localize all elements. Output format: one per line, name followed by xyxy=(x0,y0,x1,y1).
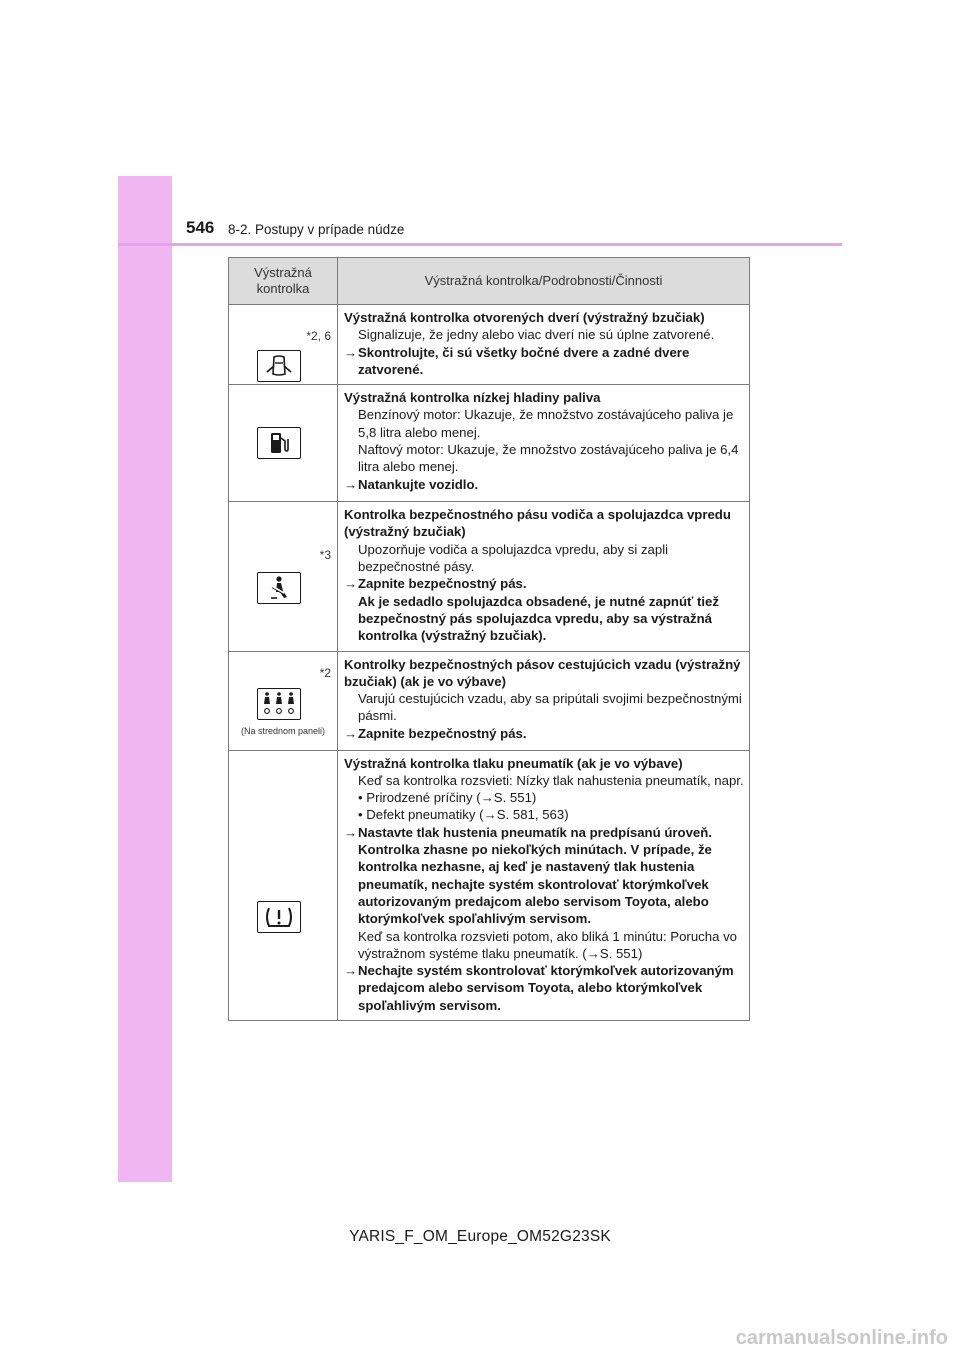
header-rule xyxy=(118,243,842,246)
description-cell xyxy=(338,385,750,502)
icon-cell xyxy=(229,651,338,750)
rear-seatbelt-icon xyxy=(257,688,301,720)
description-cell xyxy=(338,305,750,385)
row-title: Výstražná kontrolka nízkej hladiny paliva xyxy=(344,390,601,406)
footnote-mark: *3 xyxy=(319,548,331,563)
door-open-icon xyxy=(257,350,301,382)
row-title: Kontrolka bezpečnostného pásu vodiča a spolujazdca vpredu (výstražný bzučiak) xyxy=(344,507,731,540)
description-cell xyxy=(338,651,750,750)
row-action-detail: Kontrolka zhasne po niekoľkých minútach. V prípade, že kontrolka nezhasne, aj keď je nastavený tlak hustenia pneumatík, nechajte systém skontrolovať ktorýmkoľvek autorizovaným predajcom alebo servisom Toyota, alebo ktorýmkoľvek spoľahlivým servisom. xyxy=(358,842,712,927)
header-description-column: Výstražná kontrolka/Podrobnosti/Činnosti xyxy=(338,258,750,305)
row-text: Keď sa kontrolka rozsvieti potom, ako bliká 1 minútu: Porucha vo výstražnom systéme tlaku pneumatík. (→S. 551) xyxy=(358,928,738,961)
row-action: →Zapnite bezpečnostný pás. xyxy=(344,576,527,592)
seatbelt-icon xyxy=(257,572,301,604)
row-title: Výstražná kontrolka otvorených dverí (výstražný bzučiak) xyxy=(344,310,705,325)
table-row xyxy=(229,305,750,385)
description-cell xyxy=(338,502,750,651)
row-text: Signalizuje, že jedny alebo viac dverí nie sú úplne zatvorené. xyxy=(358,327,715,343)
icon-cell xyxy=(229,750,338,1020)
row-text: Upozorňuje vodiča a spolujazdca vpredu, aby si zapli bezpečnostné pásy. xyxy=(358,541,669,575)
section-title: 8-2. Postupy v prípade núdze xyxy=(228,222,405,237)
description-cell xyxy=(338,750,750,1020)
table-row xyxy=(229,502,750,651)
row-text: Benzínový motor: Ukazuje, že množstvo zostávajúceho paliva je 5,8 litra alebo menej. xyxy=(358,407,734,440)
fuel-pump-icon xyxy=(257,427,301,459)
row-action: →Nastavte tlak hustenia pneumatík na predpísanú úroveň. xyxy=(344,824,712,840)
row-action: →Skontrolujte, či sú všetky bočné dvere a zadné dvere zatvorené. xyxy=(344,344,690,377)
table-row xyxy=(229,750,750,1020)
row-action: →Zapnite bezpečnostný pás. xyxy=(344,725,527,741)
icon-caption: (Na strednom paneli) xyxy=(240,725,326,736)
row-bullet: • Defekt pneumatiky (→S. 581, 563) xyxy=(358,807,569,823)
row-text: Varujú cestujúcich vzadu, aby sa pripútali svojimi bezpečnostnými pásmi. xyxy=(358,691,742,724)
row-action-detail: Ak je sedadlo spolujazdca obsadené, je nutné zapnúť tiež bezpečnostný pás spolujazdca vpredu, aby sa výstražná kontrolka (výstražný bzučiak). xyxy=(358,593,719,644)
tire-pressure-icon xyxy=(257,901,301,933)
row-action: →Nechajte systém skontrolovať ktorýmkoľvek autorizovaným predajcom alebo servisom Toyota, alebo ktorýmkoľvek spoľahlivým servisom. xyxy=(344,963,734,1013)
footnote-mark: *2 xyxy=(319,665,331,680)
document-code: YARIS_F_OM_Europe_OM52G23SK xyxy=(349,1228,611,1245)
table-header-row xyxy=(229,258,750,305)
footnote-mark: *2, 6 xyxy=(306,329,331,343)
row-title: Kontrolky bezpečnostných pásov cestujúcich vzadu (výstražný bzučiak) (ak je vo výbave) xyxy=(344,656,741,689)
page-number: 546 xyxy=(186,218,215,237)
warning-lights-table xyxy=(228,257,750,1021)
icon-cell xyxy=(229,305,338,385)
row-text: Naftový motor: Ukazuje, že množstvo zostávajúceho paliva je 6,4 litra alebo menej. xyxy=(358,442,739,475)
icon-cell xyxy=(229,502,338,651)
header-icon-column: Výstražná kontrolka xyxy=(229,258,338,305)
row-text: Keď sa kontrolka rozsvieti: Nízky tlak nahustenia pneumatík, napr. xyxy=(358,772,744,788)
table-row xyxy=(229,385,750,502)
row-action: →Natankujte vozidlo. xyxy=(344,476,479,492)
chapter-side-tab xyxy=(118,176,172,1182)
table-row xyxy=(229,651,750,750)
watermark: carmanualsonline.info xyxy=(735,1327,948,1349)
icon-cell xyxy=(229,385,338,502)
row-title: Výstražná kontrolka tlaku pneumatík (ak je vo výbave) xyxy=(344,755,683,771)
row-bullet: • Prirodzené príčiny (→S. 551) xyxy=(358,790,537,806)
